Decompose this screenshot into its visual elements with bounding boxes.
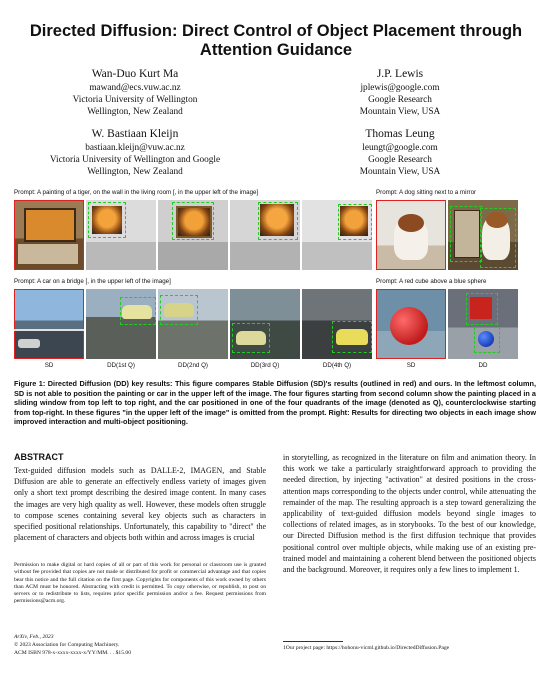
figure-image-sd-tiger bbox=[14, 200, 84, 270]
author-block bbox=[40, 67, 230, 118]
figure-image-dd-tiger-4 bbox=[302, 200, 372, 270]
author-email: jplewis@google.com bbox=[360, 83, 440, 93]
figure-image-sd-cube bbox=[376, 289, 446, 359]
permission-text: Permission to make digital or hard copies of all or part of this work for personal or classroom use is granted without fee provided that copies are not made or distributed for profit or commercial advantage and that copies bear this notice and the full citation on the first page. Copyrights for components of this work owned by others than ACM must be honored. Abstracting with credit is permitted. To copy otherwise, or republish, to post on servers or to redistribute to lists, requires prior specific permission and/or a fee. Request permissions from permissions@acm.org. bbox=[14, 562, 266, 605]
author-affiliation: Victoria University of Wellington bbox=[72, 95, 198, 105]
author-location: Mountain View, USA bbox=[359, 167, 441, 177]
arxiv-note: ArXiv, Feb., 2023 bbox=[14, 634, 54, 640]
figure-image-dd-car-4 bbox=[302, 289, 372, 359]
figure-label: DD bbox=[478, 362, 488, 369]
copyright-note: © 2023 Association for Computing Machinery. bbox=[14, 642, 120, 648]
paper-title: Directed Diffusion: Direct Control of Object Placement through Attention Guidance bbox=[29, 22, 523, 59]
figure-image-dd-tiger-1 bbox=[86, 200, 156, 270]
figure-image-dd-tiger-2 bbox=[158, 200, 228, 270]
author-block bbox=[310, 127, 490, 178]
author-email: mawand@ecs.vuw.ac.nz bbox=[89, 83, 181, 93]
abstract-heading: ABSTRACT bbox=[14, 452, 64, 462]
footnote-text: 1Our project page: https://hohonu-vicml.github.io/DirectedDiffusion.Page bbox=[283, 645, 450, 651]
figure-label: DD(2nd Q) bbox=[178, 362, 208, 369]
prompt-cube: Prompt: A red cube above a blue sphere bbox=[376, 278, 487, 285]
prompt-tiger: Prompt: A painting of a tiger, on the wall in the living room [, in the upper left of the image] bbox=[14, 189, 259, 196]
author-name: Wan-Duo Kurt Ma bbox=[91, 68, 179, 80]
author-affiliation: Google Research bbox=[368, 155, 432, 165]
prompt-dog: Prompt: A dog sitting next to a mirror bbox=[376, 189, 477, 196]
author-location: Mountain View, USA bbox=[359, 107, 441, 117]
figure-image-dd-car-3 bbox=[230, 289, 300, 359]
figure-image-dd-car-1 bbox=[86, 289, 156, 359]
figure-image-dd-cube bbox=[448, 289, 518, 359]
author-name: W. Bastiaan Kleijn bbox=[91, 128, 179, 140]
figure-image-sd-car bbox=[14, 289, 84, 359]
author-block bbox=[310, 67, 490, 118]
figure-image-dd-dog bbox=[448, 200, 518, 270]
figure-label: SD bbox=[406, 362, 416, 369]
author-location: Wellington, New Zealand bbox=[87, 107, 183, 117]
figure-caption: Figure 1: Directed Diffusion (DD) key results: This figure compares Stable Diffusion (SD)'s results (outlined in red) and ours. In the leftmost column, SD is not able to position the painting or car in the upper left of the image. The four figures starting from second column show the painting placed in a sliding window from top left to top right, and the car positioned in one of the four quadrants of the image (denoted as Q), counterclockwise starting from top-right. In these figures "in the upper left of the image" is omitted from the prompt. Right: Results for directing two objects in each image show improved interaction and multi-object positioning. bbox=[14, 379, 536, 427]
figure-label: SD bbox=[44, 362, 54, 369]
intro-text: in storytelling, as recognized in the literature on film and animation theory. In this work we take a particularly straightforward approach to providing the needed direction, by injecting "activation" at desired positions in the cross-attention maps corresponding to the objects under control, while attenuating the remainder of the map. The resulting approach is a step toward generalizing the applicability of text-guided diffusion models beyond single images to collections of related images, as in storybooks. To the best of our knowledge, our Directed Diffusion method is the first diffusion technique that provides positional control over multiple objects, while making use of an existing pre-trained model and maintaining a coherent blend between the positioned objects and the background. Moreover, it requires only a few lines to implement 1. bbox=[283, 453, 536, 575]
figure-label: DD(4th Q) bbox=[322, 362, 352, 369]
author-affiliation: Google Research bbox=[368, 95, 432, 105]
author-location: Wellington, New Zealand bbox=[87, 167, 183, 177]
footnote-rule bbox=[283, 641, 343, 642]
author-affiliation: Victoria University of Wellington and Google bbox=[49, 155, 221, 165]
prompt-car: Prompt: A car on a bridge [, in the upper left of the image] bbox=[14, 278, 171, 285]
author-email: bastiaan.kleijn@vuw.ac.nz bbox=[85, 143, 185, 153]
figure-image-sd-dog bbox=[376, 200, 446, 270]
author-email: leungt@google.com bbox=[362, 143, 438, 153]
abstract-text: Text-guided diffusion models such as DALLE-2, IMAGEN, and Stable Diffusion are able to generate an effectively endless variety of images given only a short text prompt describing the desired image content. In many cases the images are very high quality as well. However, these models often struggle to compose scenes containing several key objects such as characters in specified positional relationships. Unfortunately, this capability to "direct" the placement of characters and objects both within and across images is crucial bbox=[14, 466, 266, 543]
figure-label: DD(3rd Q) bbox=[250, 362, 280, 369]
author-name: Thomas Leung bbox=[365, 128, 435, 140]
isbn-note: ACM ISBN 978-x-xxxx-xxxx-x/YY/MM. . . $15.00 bbox=[14, 650, 132, 656]
author-block bbox=[30, 127, 240, 178]
figure-image-dd-car-2 bbox=[158, 289, 228, 359]
figure-label: DD(1st Q) bbox=[107, 362, 135, 369]
figure-image-dd-tiger-3 bbox=[230, 200, 300, 270]
author-name: J.P. Lewis bbox=[376, 68, 424, 80]
